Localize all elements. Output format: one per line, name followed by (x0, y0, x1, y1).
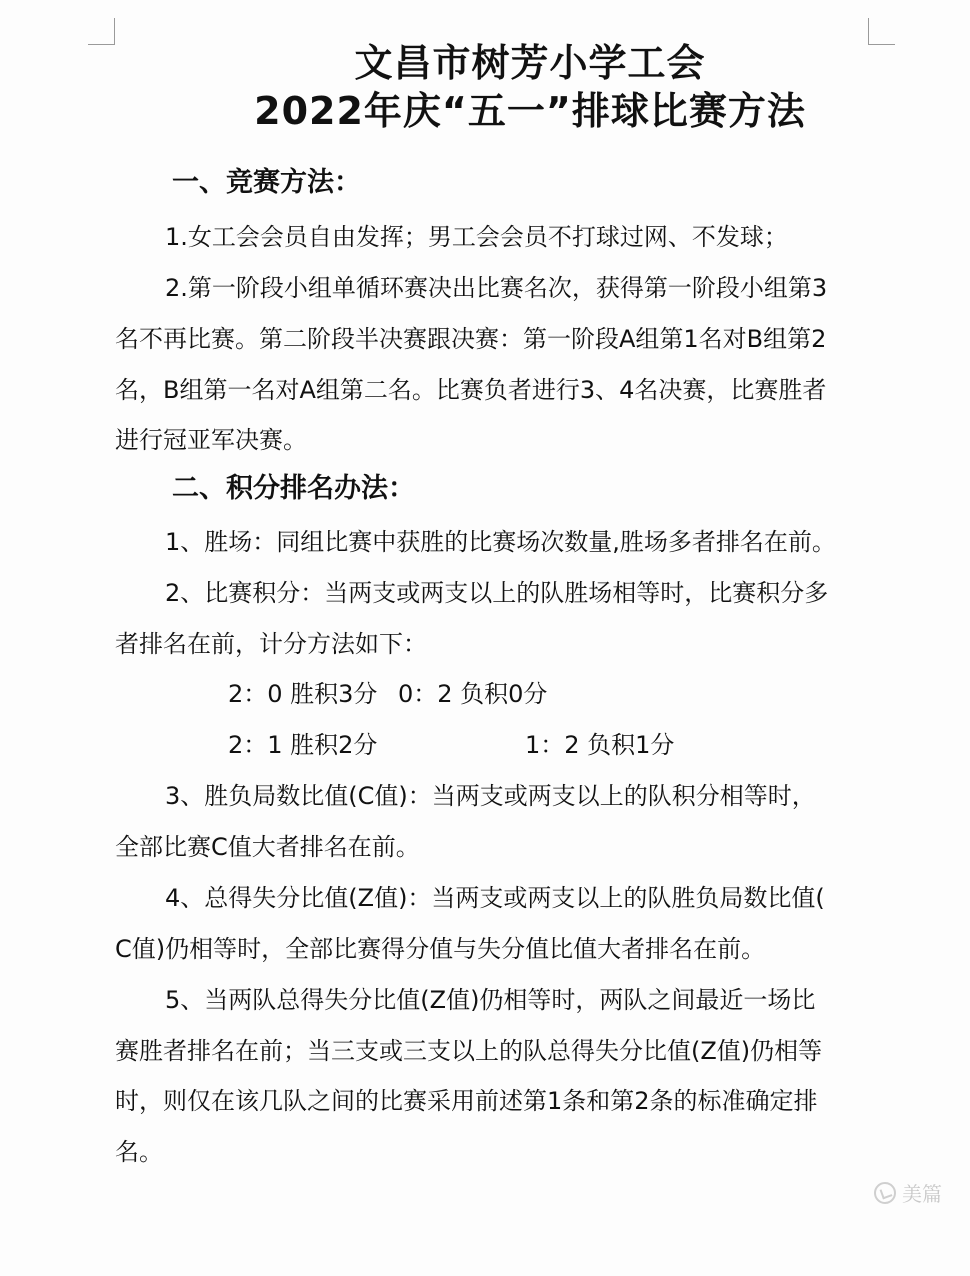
section2-line: 5、当两队总得失分比值(Z值)仍相等时，两队之间最近一场比 (165, 986, 816, 1014)
scoring-rule: 1：2 负积1分 (525, 731, 675, 759)
document-title-line2: 2022年庆“五一”排球比赛方法 (254, 89, 806, 133)
section2-line: 赛胜者排名在前；当三支或三支以上的队总得失分比值(Z值)仍相等 (115, 1037, 823, 1065)
section2-line: 者排名在前，计分方法如下： (115, 630, 427, 658)
meipian-logo-icon (874, 1182, 896, 1204)
watermark (874, 1178, 942, 1207)
watermark-text: 美篇 (902, 1182, 942, 1206)
section1-heading: 一、竞赛方法： (172, 167, 361, 198)
section2-line: 4、总得失分比值(Z值)：当两支或两支以上的队胜负局数比值( (165, 884, 825, 912)
scoring-rule: 2：0 胜积3分 (228, 680, 378, 708)
section2-line: 1、胜场：同组比赛中获胜的比赛场次数量,胜场多者排名在前。 (165, 528, 836, 556)
section1-line: 1.女工会会员自由发挥；男工会会员不打球过网、不发球； (165, 223, 788, 251)
section2-line: 时，则仅在该几队之间的比赛采用前述第1条和第2条的标准确定排 (115, 1087, 818, 1115)
section1-line: 名，B组第一名对A组第二名。比赛负者进行3、4名决赛，比赛胜者 (115, 376, 827, 404)
section1-line: 进行冠亚军决赛。 (115, 426, 307, 454)
section1-line: 名不再比赛。第二阶段半决赛跟决赛：第一阶段A组第1名对B组第2 (115, 325, 827, 353)
scoring-rule: 0：2 负积0分 (398, 680, 548, 708)
section2-line: 2、比赛积分：当两支或两支以上的队胜场相等时，比赛积分多 (165, 579, 829, 607)
section2-line: 3、胜负局数比值(C值)：当两支或两支以上的队积分相等时， (165, 782, 816, 810)
scoring-rule: 2：1 胜积2分 (228, 731, 378, 759)
section2-line: C值)仍相等时，全部比赛得分值与失分值比值大者排名在前。 (115, 935, 766, 963)
section2-heading: 二、积分排名办法： (172, 473, 415, 504)
document-title-line1: 文昌市树芳小学工会 (354, 41, 706, 85)
section2-line: 全部比赛C值大者排名在前。 (115, 833, 420, 861)
section2-line: 名。 (115, 1138, 163, 1166)
section1-line: 2.第一阶段小组单循环赛决出比赛名次，获得第一阶段小组第3 (165, 274, 828, 302)
